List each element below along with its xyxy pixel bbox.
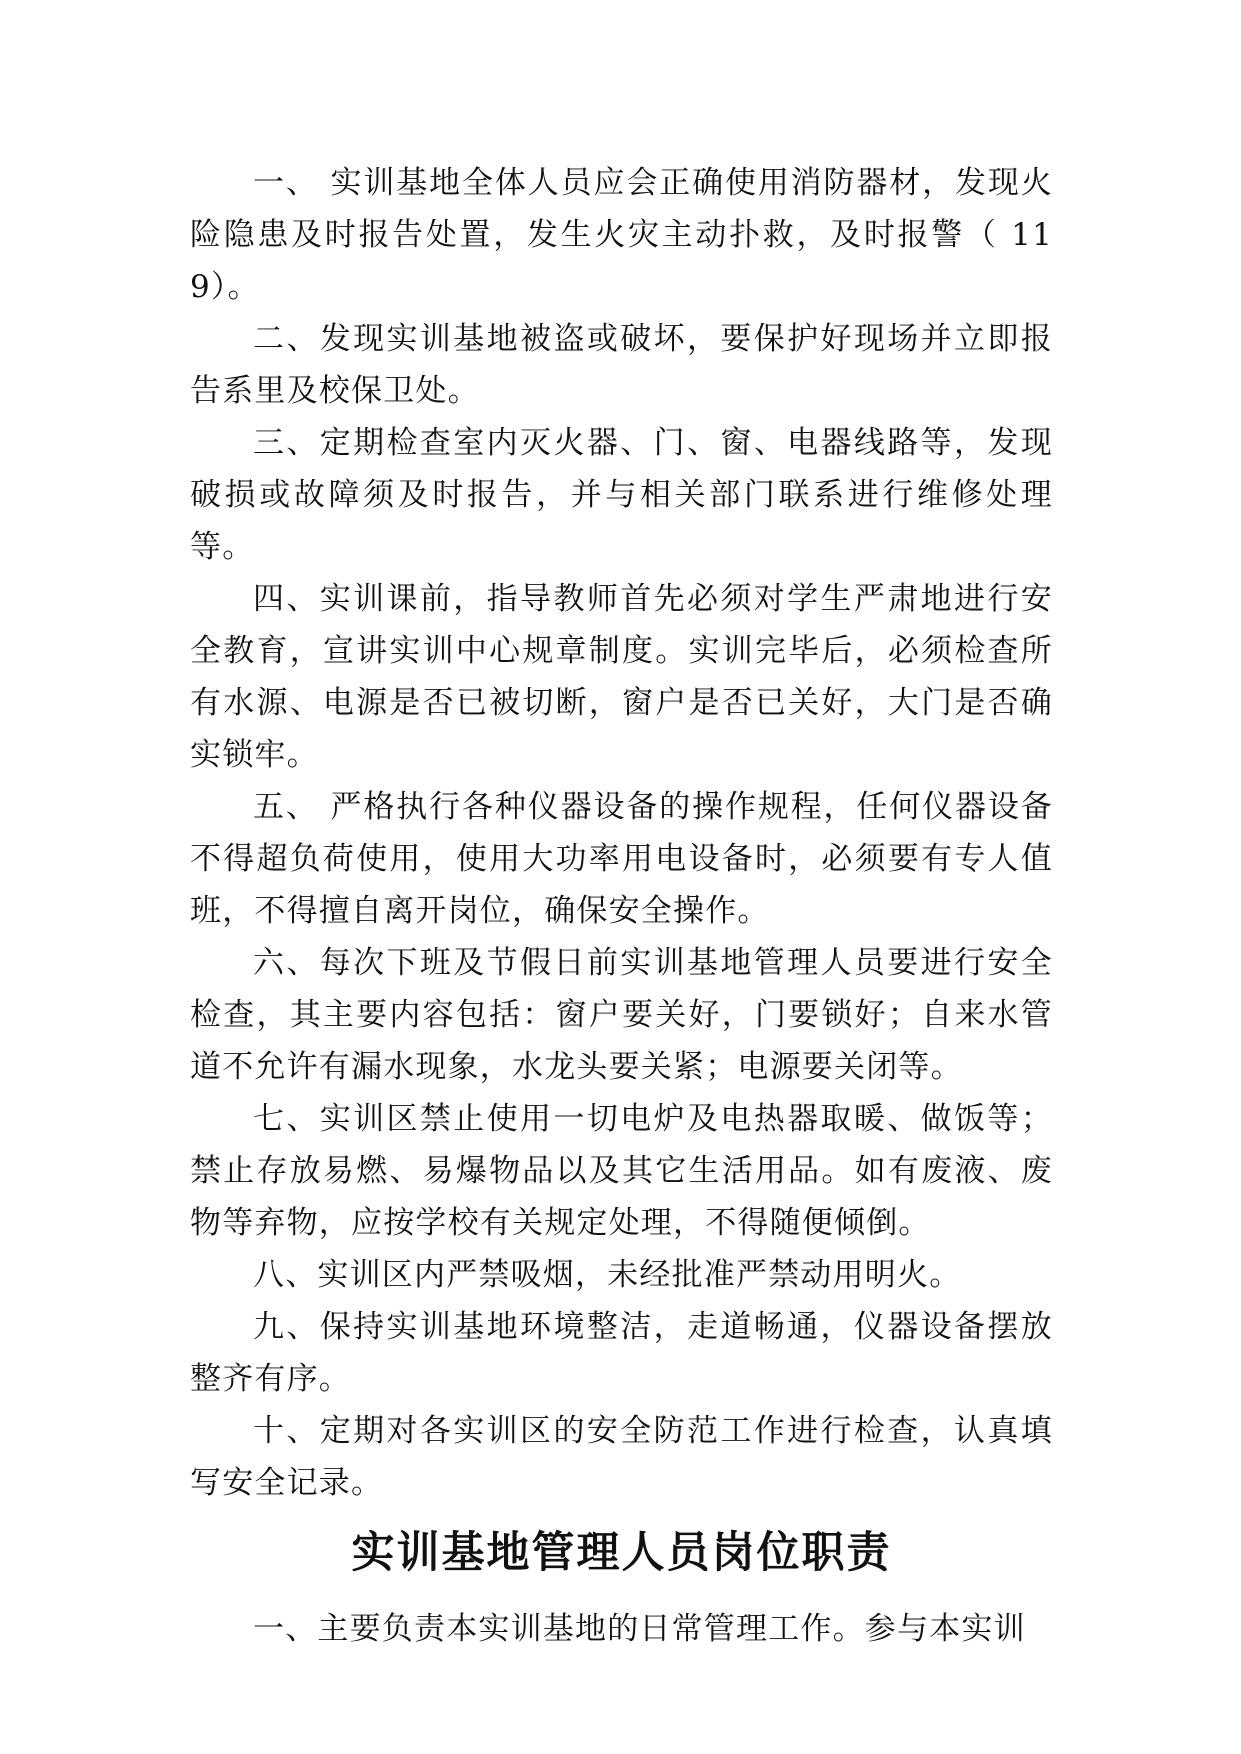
duty-paragraph-1: 一、主要负责本实训基地的日常管理工作。参与本实训 [253,1611,1026,1647]
document-body [190,157,1053,1655]
rule-paragraph-4: 四、实训课前，指导教师首先必须对学生严肃地进行安全教育，宣讲实训中心规章制度。实训完毕后，必须检查所有水源、电源是否已被切断，窗户是否已关好，大门是否确实锁牢。 [190,581,1053,773]
rule-paragraph-2: 二、发现实训基地被盗或破坏，要保护好现场并立即报告系里及校保卫处。 [190,321,1053,409]
rule-paragraph-1: 一、 实训基地全体人员应会正确使用消防器材，发现火险隐患及时报告处置，发生火灾主动扑救，及时报警（ 119）。 [190,165,1053,305]
rule-paragraph-6: 六、每次下班及节假日前实训基地管理人员要进行安全检查，其主要内容包括：窗户要关好，门要锁好；自来水管道不允许有漏水现象，水龙头要关紧；电源要关闭等。 [190,945,1053,1085]
rule-paragraph-5: 五、 严格执行各种仪器设备的操作规程，任何仪器设备不得超负荷使用，使用大功率用电设备时，必须要有专人值班，不得擅自离开岗位，确保安全操作。 [190,789,1053,929]
rule-paragraph-7: 七、实训区禁止使用一切电炉及电热器取暖、做饭等；禁止存放易燃、易爆物品以及其它生活用品。如有废液、废物等弃物，应按学校有关规定处理，不得随便倾倒。 [190,1101,1053,1241]
rule-paragraph-9: 九、保持实训基地环境整洁，走道畅通，仪器设备摆放整齐有序。 [190,1309,1053,1397]
rule-paragraph-3: 三、定期检查室内灭火器、门、窗、电器线路等，发现破损或故障须及时报告，并与相关部门联系进行维修处理等。 [190,425,1053,565]
rule-paragraph-10: 十、定期对各实训区的安全防范工作进行检查，认真填写安全记录。 [190,1413,1053,1501]
rule-paragraph-8: 八、实训区内严禁吸烟，未经批准严禁动用明火。 [253,1257,962,1293]
section-title: 实训基地管理人员岗位职责 [351,1528,892,1578]
